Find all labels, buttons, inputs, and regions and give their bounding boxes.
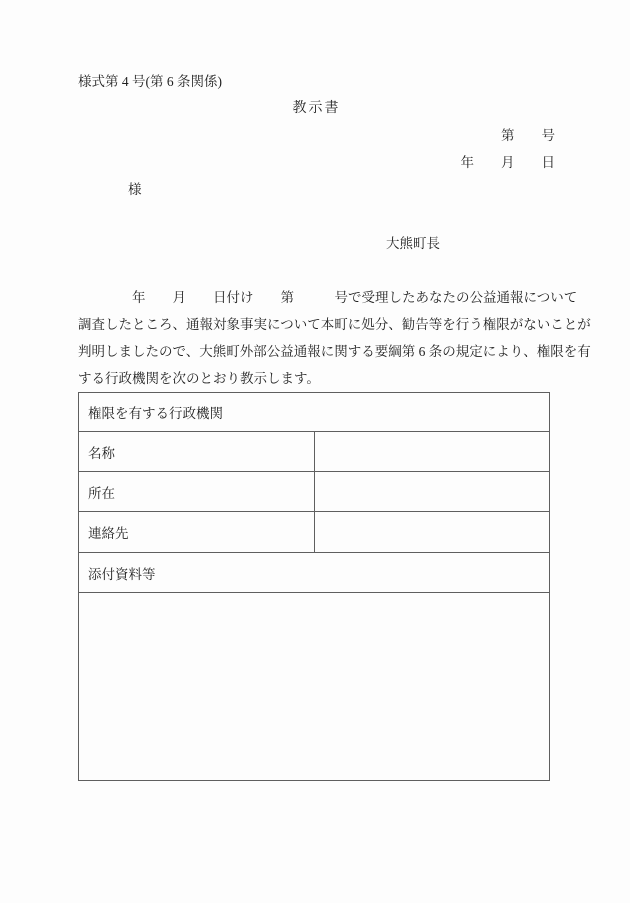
contact-label-cell: 連絡先 bbox=[79, 512, 315, 553]
location-label-cell: 所在 bbox=[79, 472, 315, 512]
form-number: 様式第 4 号(第 6 条関係) bbox=[78, 74, 222, 89]
attachments-value-cell bbox=[79, 593, 550, 781]
table-row bbox=[79, 472, 550, 512]
date-line: 年 月 日 bbox=[460, 155, 555, 170]
authority-header-cell: 権限を有する行政機関 bbox=[79, 393, 550, 432]
attachments-label-cell: 添付資料等 bbox=[79, 553, 550, 593]
table-row bbox=[79, 432, 550, 472]
table-row bbox=[79, 593, 550, 781]
body-line: する行政機関を次のとおり教示します。 bbox=[78, 371, 320, 386]
table-row bbox=[79, 553, 550, 593]
addressee-line: 様 bbox=[128, 182, 142, 197]
spacer bbox=[78, 257, 555, 284]
name-value-cell bbox=[314, 432, 550, 472]
contact-value-cell bbox=[314, 512, 550, 553]
body-line: 判明しましたので、大熊町外部公益通報に関する要綱第 6 条の規定により、権限を有 bbox=[78, 344, 591, 359]
body-line: 年 月 日付け 第 号で受理したあなたの公益通報について bbox=[78, 290, 578, 305]
document-number-line: 第 号 bbox=[501, 128, 555, 143]
table-row bbox=[79, 512, 550, 553]
table-row bbox=[79, 393, 550, 432]
location-value-cell bbox=[314, 472, 550, 512]
sender-line: 大熊町長 bbox=[386, 236, 440, 251]
body-line: 調査したところ、通報対象事実について本町に処分、勧告等を行う権限がないことが bbox=[78, 317, 591, 332]
authority-table bbox=[78, 392, 550, 781]
document-title: 教示書 bbox=[292, 101, 341, 116]
spacer bbox=[78, 203, 555, 230]
body-paragraph bbox=[78, 284, 591, 392]
name-label-cell: 名称 bbox=[79, 432, 315, 472]
